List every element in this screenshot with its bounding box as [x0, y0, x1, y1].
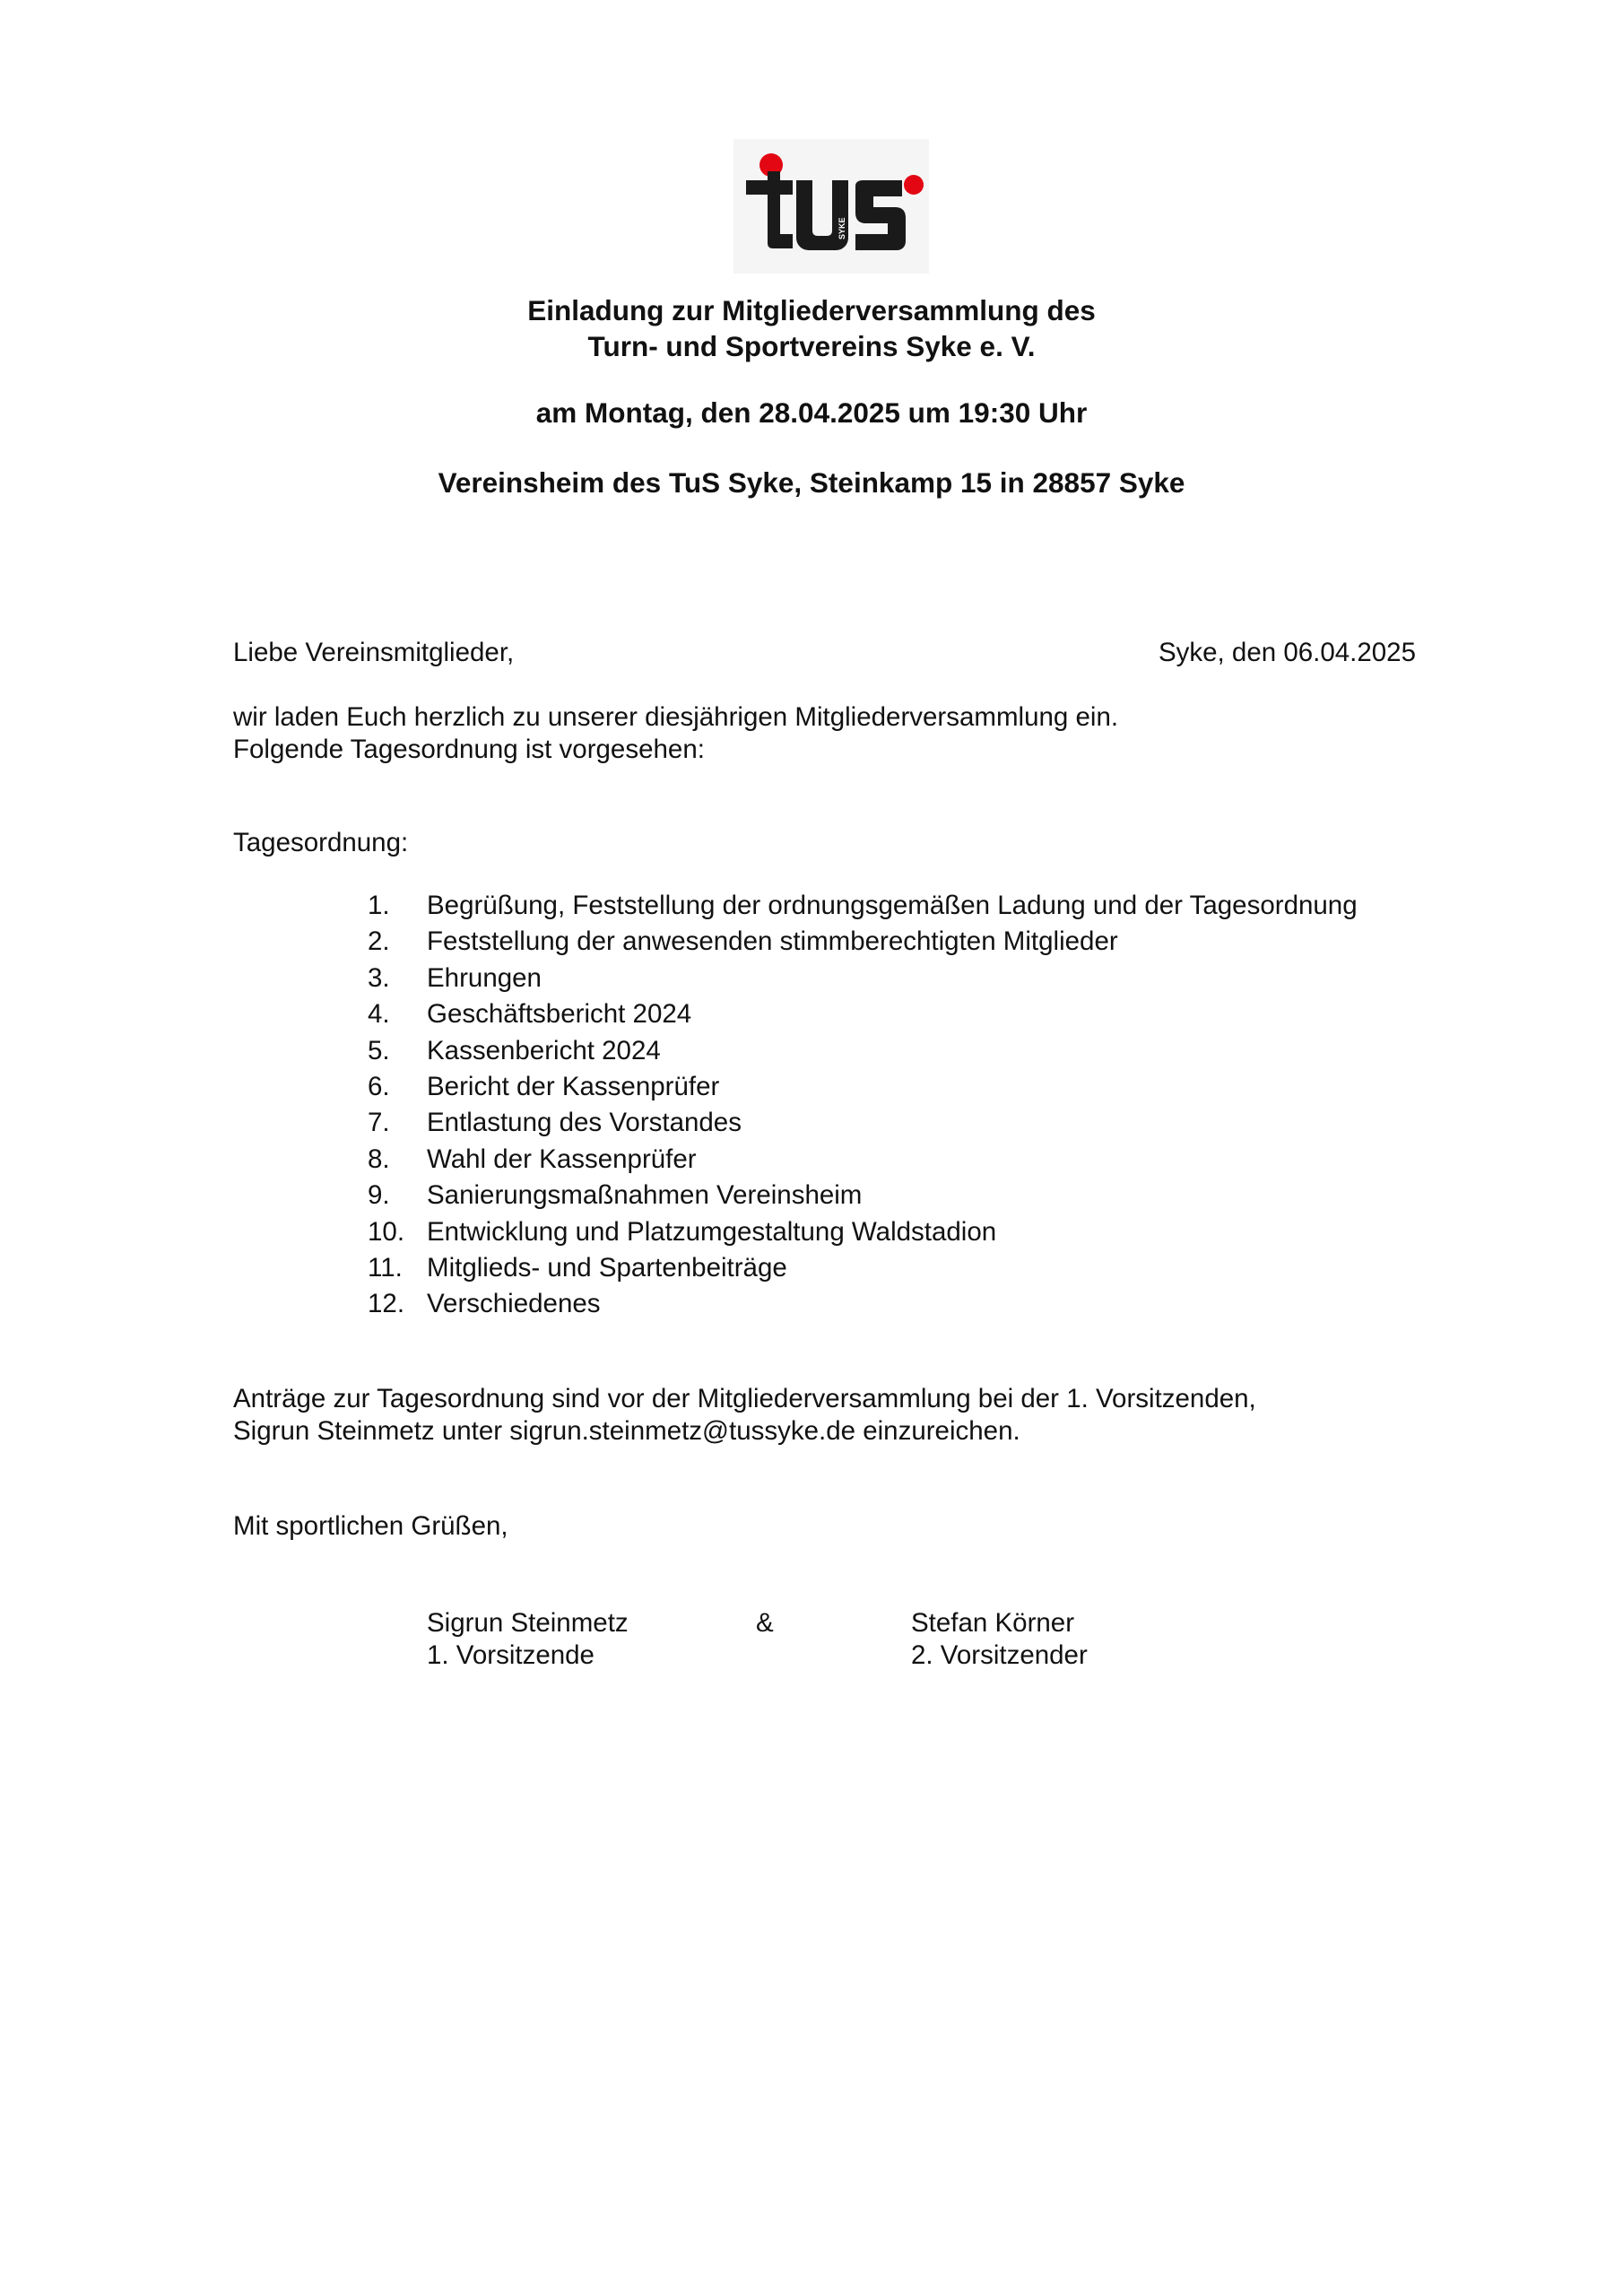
agenda-number: 5. — [368, 1035, 390, 1065]
meeting-date: am Montag, den 28.04.2025 um 19:30 Uhr — [535, 396, 1088, 429]
salutation: Liebe Vereinsmitglieder, — [233, 638, 515, 667]
intro-line-2: Folgende Tagesordnung ist vorgesehen: — [233, 735, 705, 764]
logo-dot-right — [904, 175, 924, 195]
agenda-text: Begrüßung, Feststellung der ordnungsgemäßen Ladung und der Tagesordnung — [427, 891, 1358, 920]
signatory-role-left: 1. Vorsitzende — [427, 1640, 595, 1670]
agenda-number: 4. — [368, 999, 390, 1030]
club-logo — [733, 139, 929, 274]
agenda-text: Entlastung des Vorstandes — [427, 1108, 742, 1138]
intro-line-1: wir laden Euch herzlich zu unserer diesjährigen Mitgliederversammlung ein. — [233, 702, 1119, 732]
closing: Mit sportlichen Grüßen, — [233, 1511, 508, 1541]
agenda-number: 1. — [368, 891, 390, 920]
signature-ampersand: & — [756, 1608, 774, 1638]
agenda-text: Wahl der Kassenprüfer — [427, 1144, 697, 1174]
place-date: Syke, den 06.04.2025 — [1158, 638, 1416, 667]
agenda-number: 7. — [368, 1108, 390, 1138]
agenda-number: 10. — [368, 1216, 405, 1247]
agenda-number: 9. — [368, 1180, 390, 1211]
signatory-name-right: Stefan Körner — [911, 1608, 1075, 1638]
agenda-number: 6. — [368, 1071, 390, 1101]
logo-subtext: SYKE — [838, 217, 846, 239]
title-line-1: Einladung zur Mitgliederversammlung des — [527, 294, 1096, 326]
agenda-number: 11. — [368, 1252, 403, 1283]
title-line-2: Turn- und Sportvereins Syke e. V. — [587, 330, 1036, 362]
requests-line-1: Anträge zur Tagesordnung sind vor der Mitgliederversammlung bei der 1. Vorsitzenden, — [233, 1384, 1256, 1413]
meeting-venue: Vereinsheim des TuS Syke, Steinkamp 15 in 28857 Syke — [438, 466, 1185, 499]
agenda-label: Tagesordnung: — [233, 828, 409, 857]
requests-line-2: Sigrun Steinmetz unter sigrun.steinmetz@tussyke.de einzureichen. — [233, 1416, 1020, 1446]
agenda-text: Entwicklung und Platzumgestaltung Waldstadion — [427, 1216, 997, 1247]
agenda-text: Sanierungsmaßnahmen Vereinsheim — [427, 1180, 863, 1211]
agenda-text: Feststellung der anwesenden stimmberechtigten Mitglieder — [427, 926, 1118, 957]
agenda-text: Geschäftsbericht 2024 — [427, 999, 692, 1030]
agenda-text: Verschiedenes — [427, 1289, 601, 1319]
signatory-name-left: Sigrun Steinmetz — [427, 1608, 629, 1638]
invitation-title — [0, 292, 1623, 364]
agenda-number: 8. — [368, 1144, 390, 1174]
agenda-text: Ehrungen — [427, 962, 542, 993]
agenda-text: Bericht der Kassenprüfer — [427, 1071, 720, 1101]
tus-logo-graphic — [733, 139, 929, 274]
agenda-number: 3. — [368, 962, 390, 993]
agenda-number: 2. — [368, 926, 390, 957]
requests-paragraph — [233, 1383, 1256, 1448]
agenda-number: 12. — [368, 1289, 405, 1319]
agenda-text: Kassenbericht 2024 — [427, 1035, 661, 1065]
agenda-text: Mitglieds- und Spartenbeiträge — [427, 1252, 787, 1283]
intro-paragraph — [233, 701, 1118, 766]
signatory-role-right: 2. Vorsitzender — [911, 1640, 1088, 1670]
